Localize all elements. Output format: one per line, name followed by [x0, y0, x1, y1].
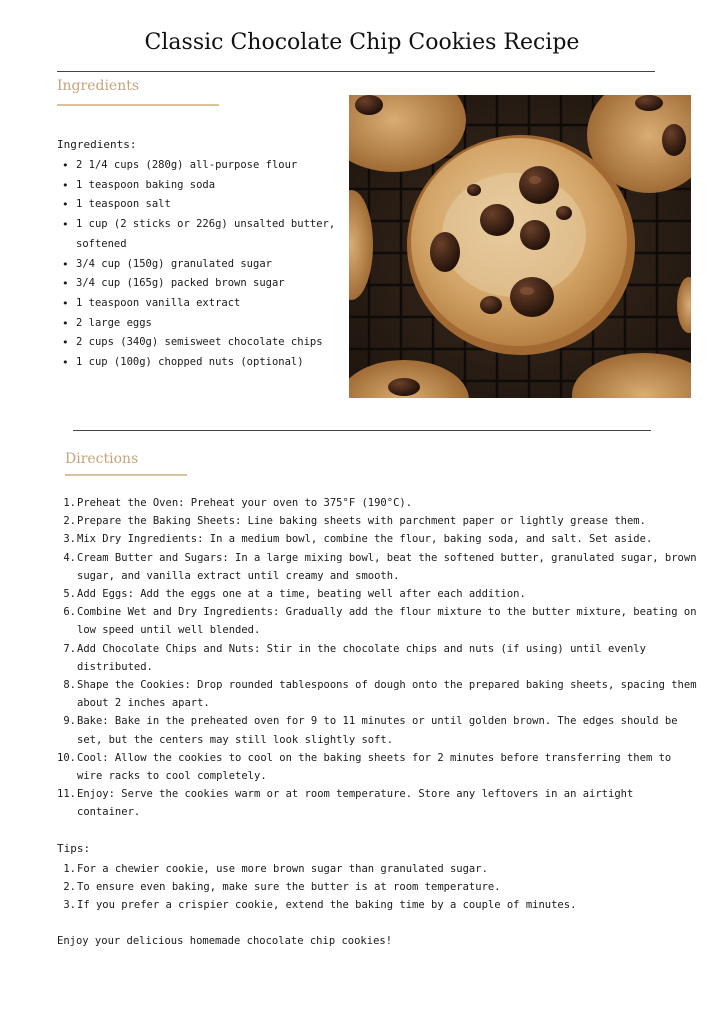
- ingredient-item: • 2 1/4 cups (280g) all-purpose flour: [62, 156, 342, 176]
- direction-step: [57, 676, 702, 712]
- tip-number: 2.: [63, 881, 76, 894]
- step-text: Prepare the Baking Sheets: Line baking sheets with parchment paper or lightly grease them.: [77, 515, 646, 528]
- step-number: 2.: [63, 515, 76, 528]
- ingredients-label: Ingredients:: [57, 138, 137, 151]
- step-text: Enjoy: Serve the cookies warm or at room temperature. Store any leftovers in an airtight container.: [77, 788, 634, 819]
- step-text: Add Chocolate Chips and Nuts: Stir in the chocolate chips and nuts (if using) until evenly distributed.: [77, 642, 646, 673]
- directions-accent-rule: [65, 474, 187, 476]
- tips-label: Tips:: [57, 842, 91, 855]
- directions-heading: Directions: [65, 451, 139, 467]
- direction-step: [57, 530, 702, 548]
- title-divider: [57, 71, 655, 72]
- tip-text: If you prefer a crispier cookie, extend the baking time by a couple of minutes.: [77, 899, 577, 912]
- ingredient-item: • 3/4 cup (150g) granulated sugar: [62, 255, 342, 275]
- direction-step: [57, 494, 702, 512]
- step-number: 10.: [57, 751, 76, 764]
- direction-step: [57, 512, 702, 530]
- ingredients-list: [62, 156, 342, 373]
- step-number: 5.: [63, 588, 76, 601]
- step-text: Bake: Bake in the preheated oven for 9 to 11 minutes or until golden brown. The edges should be set, but the centers may still look slightly soft.: [77, 715, 678, 746]
- step-number: 11.: [57, 788, 76, 801]
- direction-step: [57, 549, 702, 585]
- tip-item: [57, 860, 702, 878]
- directions-list: [57, 494, 702, 822]
- ingredient-item: • 1 cup (100g) chopped nuts (optional): [62, 353, 342, 373]
- tip-text: To ensure even baking, make sure the butter is at room temperature.: [77, 881, 501, 894]
- page-title: Classic Chocolate Chip Cookies Recipe: [144, 30, 580, 55]
- step-text: Combine Wet and Dry Ingredients: Gradually add the flour mixture to the butter mixture, beating on low speed until well blended.: [77, 606, 697, 637]
- ingredient-item: • 1 teaspoon baking soda: [62, 176, 342, 196]
- tip-item: [57, 878, 702, 896]
- tip-item: [57, 896, 702, 914]
- step-number: 6.: [63, 606, 76, 619]
- direction-step: [57, 749, 702, 785]
- direction-step: [57, 640, 702, 676]
- ingredient-item: • 2 large eggs: [62, 314, 342, 334]
- ingredient-item: • 1 teaspoon vanilla extract: [62, 294, 342, 314]
- step-text: Cool: Allow the cookies to cool on the baking sheets for 2 minutes before transferring them to wire racks to cool completely.: [77, 751, 672, 783]
- tips-list: [57, 860, 702, 915]
- ingredients-accent-rule: [57, 104, 219, 106]
- ingredient-item: • 2 cups (340g) semisweet chocolate chips: [62, 333, 342, 353]
- step-number: 3.: [63, 533, 76, 546]
- tip-number: 3.: [63, 899, 76, 912]
- closing-text: Enjoy your delicious homemade chocolate chip cookies!: [57, 935, 393, 947]
- direction-step: [57, 785, 702, 821]
- step-number: 8.: [63, 679, 76, 692]
- tip-text: For a chewier cookie, use more brown sugar than granulated sugar.: [77, 863, 488, 875]
- step-text: Preheat the Oven: Preheat your oven to 375°F (190°C).: [77, 497, 413, 509]
- cookie-photo: [349, 95, 691, 398]
- direction-step: [57, 603, 702, 639]
- step-number: 1.: [63, 497, 76, 509]
- direction-step: [57, 585, 702, 603]
- ingredient-item: • 1 teaspoon salt: [62, 195, 342, 215]
- step-number: 9.: [63, 715, 76, 728]
- tip-number: 1.: [63, 863, 76, 875]
- direction-step: [57, 712, 702, 748]
- step-number: 4.: [63, 551, 76, 564]
- step-text: Cream Butter and Sugars: In a large mixing bowl, beat the softened butter, granulated sugar, brown sugar, and vanilla extract until creamy and smooth.: [77, 551, 697, 582]
- ingredient-item: • 3/4 cup (165g) packed brown sugar: [62, 274, 342, 294]
- ingredient-item: • 1 cup (2 sticks or 226g) unsalted butter, softened: [62, 215, 342, 254]
- step-text: Shape the Cookies: Drop rounded tablespoons of dough onto the prepared baking sheets, spacing them about 2 inches apart.: [77, 679, 697, 710]
- step-text: Mix Dry Ingredients: In a medium bowl, combine the flour, baking soda, and salt. Set aside.: [77, 533, 653, 546]
- step-text: Add Eggs: Add the eggs one at a time, beating well after each addition.: [77, 588, 526, 601]
- ingredients-heading: Ingredients: [57, 78, 140, 94]
- section-divider: [73, 430, 651, 431]
- step-number: 7.: [63, 642, 76, 655]
